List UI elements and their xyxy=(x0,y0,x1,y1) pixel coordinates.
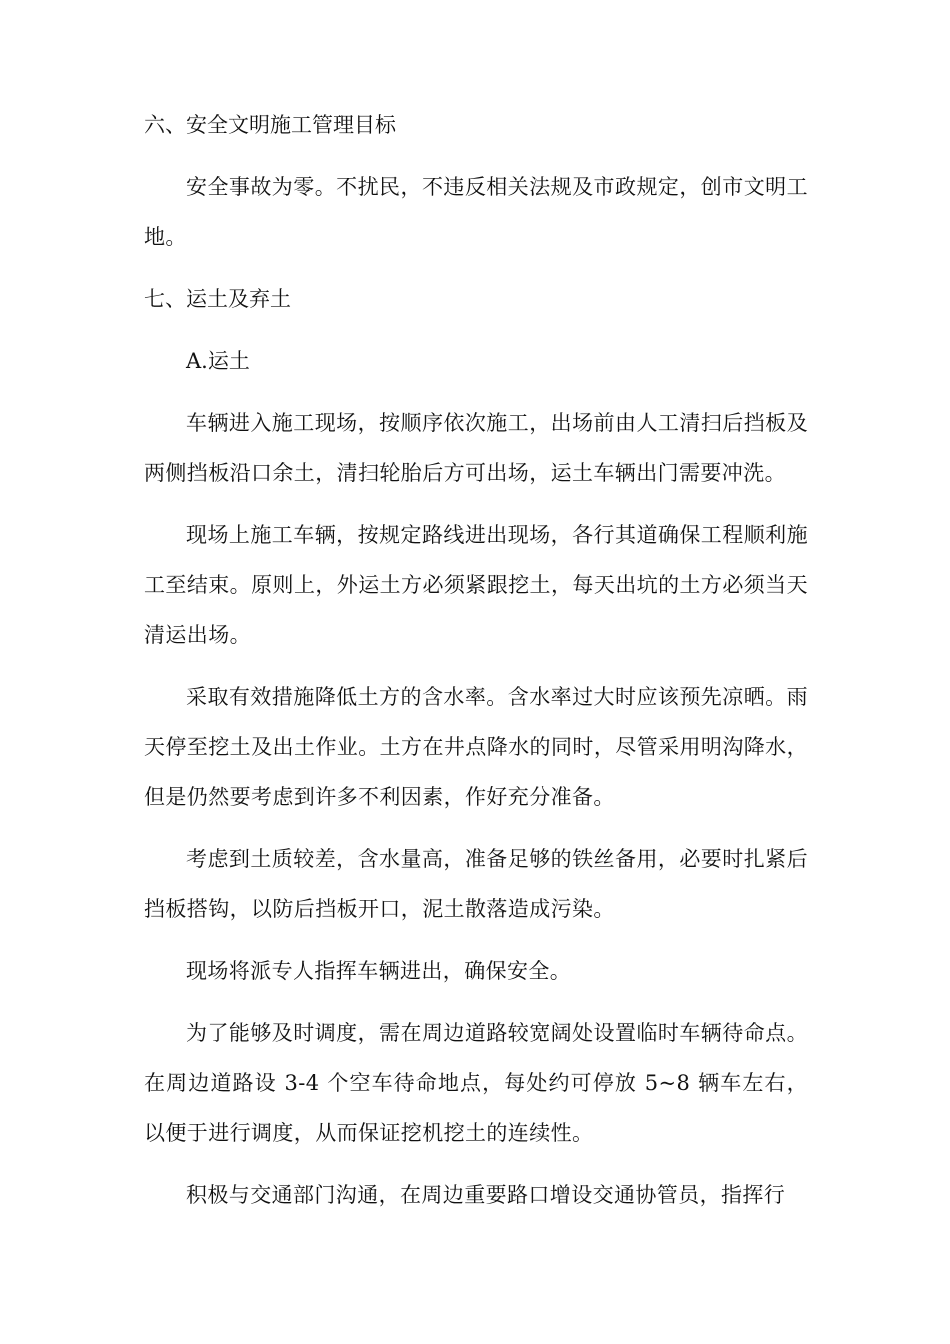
paragraph-traffic-marshal: 现场将派专人指挥车辆进出，确保安全。 xyxy=(186,959,572,983)
section-7-subheading: A.运土 xyxy=(186,349,250,373)
paragraph-moisture: 采取有效措施降低土方的含水率。含水率过大时应该预先凉晒。雨天停至挖土及出土作业。土方在井点降水的同时，尽管采用明沟降水，但是仍然要考虑到许多不利因素，作好充分准备。 xyxy=(144,685,808,809)
paragraph-traffic-department: 积极与交通部门沟通，在周边重要路口增设交通协管员，指挥行 xyxy=(186,1183,786,1207)
paragraph-standby-points: 为了能够及时调度，需在周边道路较宽阔处设置临时车辆待命点。在周边道路设 3-4 个空车待命地点，每处约可停放 5~8 辆车左右，以便于进行调度，从而保证挖机挖土的连续性。 xyxy=(144,1021,808,1145)
paragraph-soil-quality: 考虑到土质较差，含水量高，准备足够的铁丝备用，必要时扎紧后挡板搭钩，以防后挡板开口，泥土散落造成污染。 xyxy=(144,847,808,921)
section-6-heading: 六、安全文明施工管理目标 xyxy=(144,113,396,137)
section-6-paragraph: 安全事故为零。不扰民，不违反相关法规及市政规定，创市文明工地。 xyxy=(144,175,808,249)
section-7-heading: 七、运土及弃土 xyxy=(144,287,291,311)
paragraph-vehicle-entry: 车辆进入施工现场，按顺序依次施工，出场前由人工清扫后挡板及两侧挡板沿口余土，清扫轮胎后方可出场，运土车辆出门需要冲洗。 xyxy=(144,411,808,485)
paragraph-route: 现场上施工车辆，按规定路线进出现场，各行其道确保工程顺利施工至结束。原则上，外运土方必须紧跟挖土，每天出坑的土方必须当天清运出场。 xyxy=(144,523,808,647)
document-page xyxy=(144,100,808,1232)
